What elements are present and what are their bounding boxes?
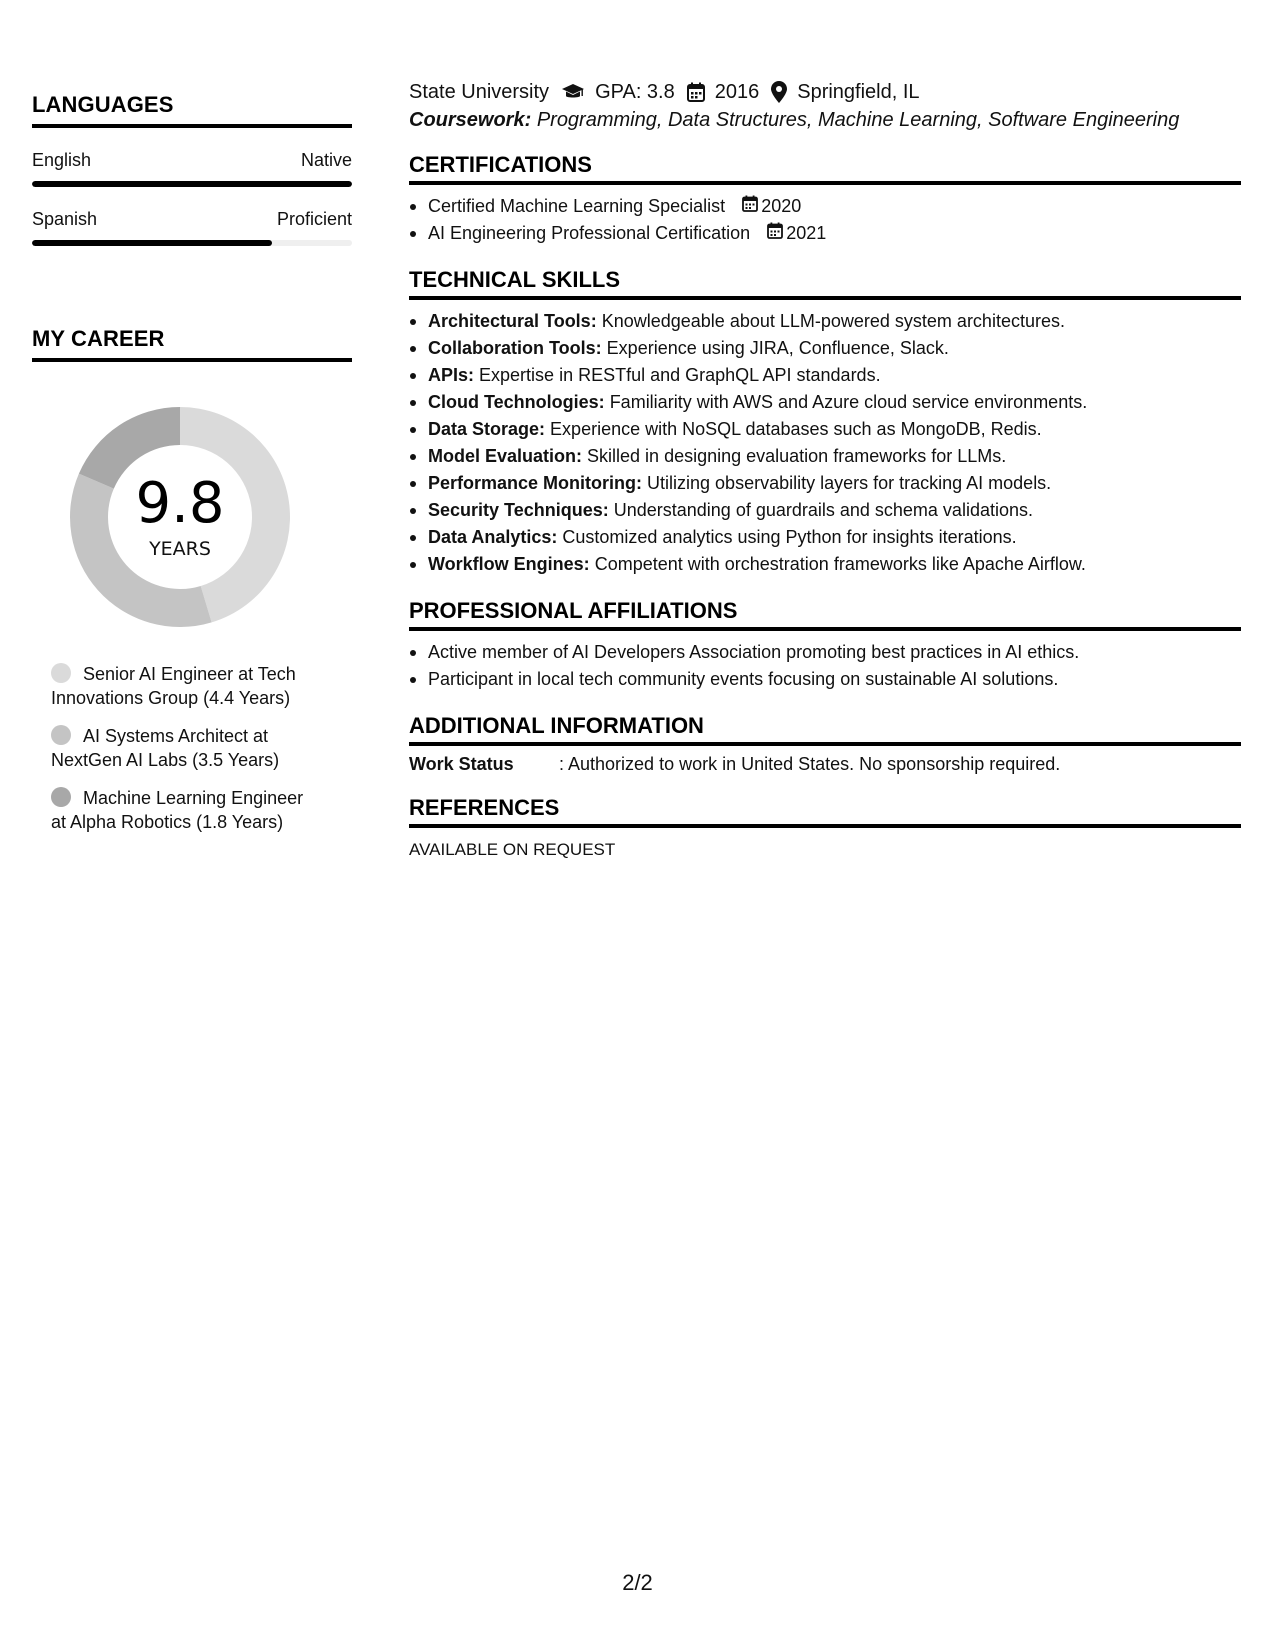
additional-info-title: ADDITIONAL INFORMATION <box>409 713 1241 746</box>
certification-year: 2020 <box>761 196 802 216</box>
skill-text: Expertise in RESTful and GraphQL API standards. <box>479 365 881 385</box>
career-section <box>32 326 352 834</box>
skill-label: Cloud Technologies: <box>428 392 605 412</box>
skill-text: Skilled in designing evaluation frameworks for LLMs. <box>587 446 1007 466</box>
skill-item <box>409 416 1241 443</box>
skill-text: Knowledgeable about LLM-powered system architectures. <box>601 311 1065 331</box>
language-item <box>32 209 352 246</box>
skill-item <box>409 335 1241 362</box>
skill-text: Utilizing observability layers for tracking AI models. <box>647 473 1052 493</box>
graduation-year: 2016 <box>714 80 760 103</box>
language-level-fill <box>32 240 272 246</box>
skill-item <box>409 389 1241 416</box>
skill-label: APIs: <box>428 365 475 385</box>
language-level-fill <box>32 181 352 187</box>
skill-item <box>409 308 1241 335</box>
language-name: Spanish <box>32 209 98 229</box>
affiliations-list <box>409 639 1241 693</box>
skill-label: Performance Monitoring: <box>428 473 643 493</box>
certification-year: 2021 <box>786 223 827 243</box>
career-title: MY CAREER <box>32 326 352 362</box>
map-pin-icon <box>771 81 787 103</box>
language-level-bar <box>32 181 352 187</box>
skill-label: Data Analytics: <box>428 527 558 547</box>
career-legend-label: Senior AI Engineer at Tech Innovations Group (4.4 Years) <box>51 664 296 708</box>
work-status-label: Work Status <box>409 754 514 774</box>
skill-text: Experience with NoSQL databases such as MongoDB, Redis. <box>550 419 1042 439</box>
coursework-text: Programming, Data Structures, Machine Learning, Software Engineering <box>536 109 1180 131</box>
skills-list <box>409 308 1241 578</box>
skill-label: Collaboration Tools: <box>428 338 602 358</box>
skill-label: Data Storage: <box>428 419 546 439</box>
coursework <box>409 109 1241 132</box>
skill-text: Understanding of guardrails and schema validations. <box>613 500 1033 520</box>
work-status-value: : Authorized to work in United States. No sponsorship required. <box>559 754 1061 774</box>
calendar-icon <box>687 82 705 102</box>
technical-skills-title: TECHNICAL SKILLS <box>409 267 1241 300</box>
references-text: AVAILABLE ON REQUEST <box>409 840 616 859</box>
school-location: Springfield, IL <box>797 80 920 103</box>
language-level-bar <box>32 240 352 246</box>
skill-item <box>409 362 1241 389</box>
school-name: State University <box>409 80 550 103</box>
career-legend-item <box>51 724 321 772</box>
certifications-title: CERTIFICATIONS <box>409 152 1241 185</box>
certification-item <box>409 193 1241 220</box>
skill-item <box>409 443 1241 470</box>
skill-text: Experience using JIRA, Confluence, Slack. <box>606 338 949 358</box>
right-column <box>409 78 1241 860</box>
certification-name: Certified Machine Learning Specialist <box>428 196 726 216</box>
skill-item <box>409 497 1241 524</box>
language-level: Native <box>300 150 352 170</box>
certification-name: AI Engineering Professional Certification <box>428 223 751 243</box>
career-legend-label: AI Systems Architect at NextGen AI Labs (3.5 Years) <box>51 726 280 770</box>
skill-label: Security Techniques: <box>428 500 609 520</box>
gpa: GPA: 3.8 <box>595 80 675 103</box>
language-level: Proficient <box>276 209 352 229</box>
career-legend-item <box>51 786 321 834</box>
skill-text: Competent with orchestration frameworks like Apache Airflow. <box>594 554 1086 574</box>
affiliation-item: Participant in local tech community events focusing on sustainable AI solutions. <box>409 666 1241 693</box>
language-name: English <box>32 150 92 170</box>
work-status-row <box>409 754 1241 775</box>
references-title: REFERENCES <box>409 795 1241 828</box>
languages-title: LANGUAGES <box>32 92 352 128</box>
coursework-label: Coursework: <box>409 109 532 131</box>
calendar-icon <box>742 193 761 220</box>
career-donut-chart <box>65 402 295 632</box>
skill-item <box>409 470 1241 497</box>
career-legend-label: Machine Learning Engineer at Alpha Robotics (1.8 Years) <box>51 788 304 832</box>
graduation-cap-icon <box>561 83 585 101</box>
skill-label: Workflow Engines: <box>428 554 590 574</box>
skill-label: Model Evaluation: <box>428 446 583 466</box>
legend-dot-icon <box>51 725 71 745</box>
career-legend-item <box>51 662 321 710</box>
career-years-unit: YEARS <box>149 538 211 560</box>
education-line <box>409 78 1241 106</box>
legend-dot-icon <box>51 663 71 683</box>
career-total-years: 9.8 <box>135 471 225 536</box>
legend-dot-icon <box>51 787 71 807</box>
left-column <box>32 92 352 848</box>
page-number: 2/2 <box>622 1570 653 1595</box>
skill-text: Familiarity with AWS and Azure cloud service environments. <box>609 392 1088 412</box>
language-item <box>32 150 352 187</box>
skill-item <box>409 551 1241 578</box>
calendar-icon <box>767 220 786 247</box>
skill-text: Customized analytics using Python for insights iterations. <box>562 527 1017 547</box>
certifications-list <box>409 193 1241 247</box>
certification-item <box>409 220 1241 247</box>
affiliation-item: Active member of AI Developers Association promoting best practices in AI ethics. <box>409 639 1241 666</box>
affiliations-title: PROFESSIONAL AFFILIATIONS <box>409 598 1241 631</box>
career-legend <box>32 662 352 834</box>
skill-item <box>409 524 1241 551</box>
skill-label: Architectural Tools: <box>428 311 597 331</box>
